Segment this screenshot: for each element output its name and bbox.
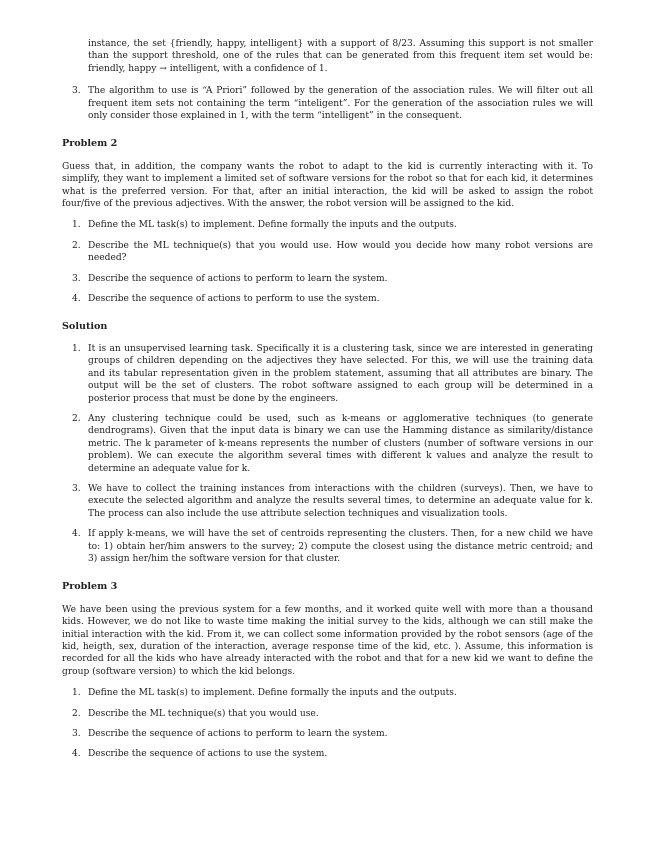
problem-3-questions bbox=[62, 687, 593, 761]
list-item-text: Describe the sequence of actions to perform to learn the system. bbox=[88, 273, 388, 284]
list-item bbox=[62, 273, 593, 285]
list-item-number: 4. bbox=[72, 529, 81, 540]
list-item-number: 2. bbox=[72, 708, 81, 719]
solution-heading: Solution bbox=[62, 320, 108, 332]
list-item bbox=[62, 413, 593, 475]
list-item-number: 3. bbox=[72, 729, 81, 740]
list-item-text: Any clustering technique could be used, such as k-means or agglomerative techniques (to generate dendrograms). Given that the input data is binary we can use the Hamming distance as similarity/distance metric. The k parameter of k-means represents the number of clusters (number of software versions in our problem). We can execute the algorithm several times with different k values and analyze the result to determine an adequate value for k. bbox=[88, 413, 593, 474]
problem-3-intro: We have been using the previous system for a few months, and it worked quite well with more than a thousand kids. However, we do not like to waste time making the initial survey to the kids, although we can still make the initial interaction with the kid. From it, we can collect some information provided by the robot sensors (age of the kid, heigth, sex, duration of the interaction, average response time of the kid, etc. ). Assume, this information is recorded for all the kids who have already interacted with the robot and that for a new kid we want to define the group (software version) to which the kid belongs. bbox=[62, 604, 593, 677]
list-item-number: 3. bbox=[72, 273, 81, 284]
list-item bbox=[62, 483, 593, 520]
problem-3-heading: Problem 3 bbox=[62, 581, 118, 593]
list-item bbox=[62, 687, 593, 699]
list-item-text: Describe the ML technique(s) that you would use. bbox=[88, 708, 319, 719]
problem-2-heading: Problem 2 bbox=[62, 138, 118, 150]
list-item bbox=[62, 85, 593, 122]
continued-item-text: instance, the set {friendly, happy, intelligent} with a support of 8/23. Assuming this support is not smaller than the support threshold, one of the rules that can be generated from this frequent item set would be: friendly, happy → intelligent, with a confidence of 1. bbox=[88, 39, 593, 74]
problem-2-questions bbox=[62, 219, 593, 305]
list-item-number: 4. bbox=[72, 749, 81, 760]
list-item bbox=[62, 528, 593, 565]
list-item-text: It is an unsupervised learning task. Specifically it is a clustering task, since we are interested in generating groups of children depending on the adjectives they have selected. For this, we will use the training data and its tabular representation given in the problem statement, assuming that all attributes are binary. The output will be the set of clusters. The robot software assigned to each group will be determined in a posterior process that must be done by the engineers. bbox=[88, 343, 593, 404]
continued-list bbox=[62, 85, 593, 122]
list-item-number: 3. bbox=[72, 483, 81, 494]
list-item-number: 2. bbox=[72, 413, 81, 424]
list-item-number: 3. bbox=[72, 86, 81, 97]
problem-2-intro: Guess that, in addition, the company wants the robot to adapt to the kid is currently interacting with it. To simplify, they want to implement a limited set of software versions for the robot so that for each kid, it determines what is the preferred version. For that, after an initial interaction, the kid will be asked to assign the robot four/five of the previous adjectives. With the answer, the robot version will be assigned to the kid. bbox=[62, 161, 593, 210]
list-item bbox=[62, 748, 593, 760]
list-item bbox=[62, 708, 593, 720]
list-item bbox=[62, 728, 593, 740]
list-item-text: Define the ML task(s) to implement. Define formally the inputs and the outputs. bbox=[88, 688, 457, 699]
list-item-number: 2. bbox=[72, 240, 81, 251]
list-item-text: The algorithm to use is “A Priori” followed by the generation of the association rules. We will filter out all frequent item sets not containing the term “inteligent”. For the generation of the association rules we will only consider those explained in 1, with the term “intelligent” in the consequent. bbox=[88, 86, 593, 122]
list-item-text: Describe the sequence of actions to use the system. bbox=[88, 749, 328, 760]
list-item-text: We have to collect the training instances from interactions with the children (surveys). Then, we have to execute the selected algorithm and analyze the results several times, to determine an adequate value for k. The process can also include the use attribute selection techniques and visualization tools. bbox=[88, 483, 593, 519]
list-item-number: 1. bbox=[72, 220, 81, 231]
list-item-text: Describe the sequence of actions to perform to learn the system. bbox=[88, 729, 388, 740]
list-item-text: Define the ML task(s) to implement. Define formally the inputs and the outputs. bbox=[88, 220, 457, 231]
list-item bbox=[62, 293, 593, 305]
list-item bbox=[62, 219, 593, 231]
list-item-number: 1. bbox=[72, 343, 81, 354]
solution-answers bbox=[62, 343, 593, 566]
list-item bbox=[62, 343, 593, 405]
list-item-number: 4. bbox=[72, 294, 81, 305]
list-item bbox=[62, 240, 593, 265]
list-item-text: Describe the sequence of actions to perform to use the system. bbox=[88, 294, 380, 305]
document-page bbox=[62, 38, 593, 761]
list-item-text: Describe the ML technique(s) that you would use. How would you decide how many robot versions are needed? bbox=[88, 240, 593, 264]
list-item-text: If apply k-means, we will have the set of centroids representing the clusters. Then, for a new child we have to: 1) obtain her/him answers to the survey; 2) compute the closest using the distance metric centroid; and 3) assign her/him the software version for that cluster. bbox=[88, 529, 593, 564]
list-item-number: 1. bbox=[72, 688, 81, 699]
